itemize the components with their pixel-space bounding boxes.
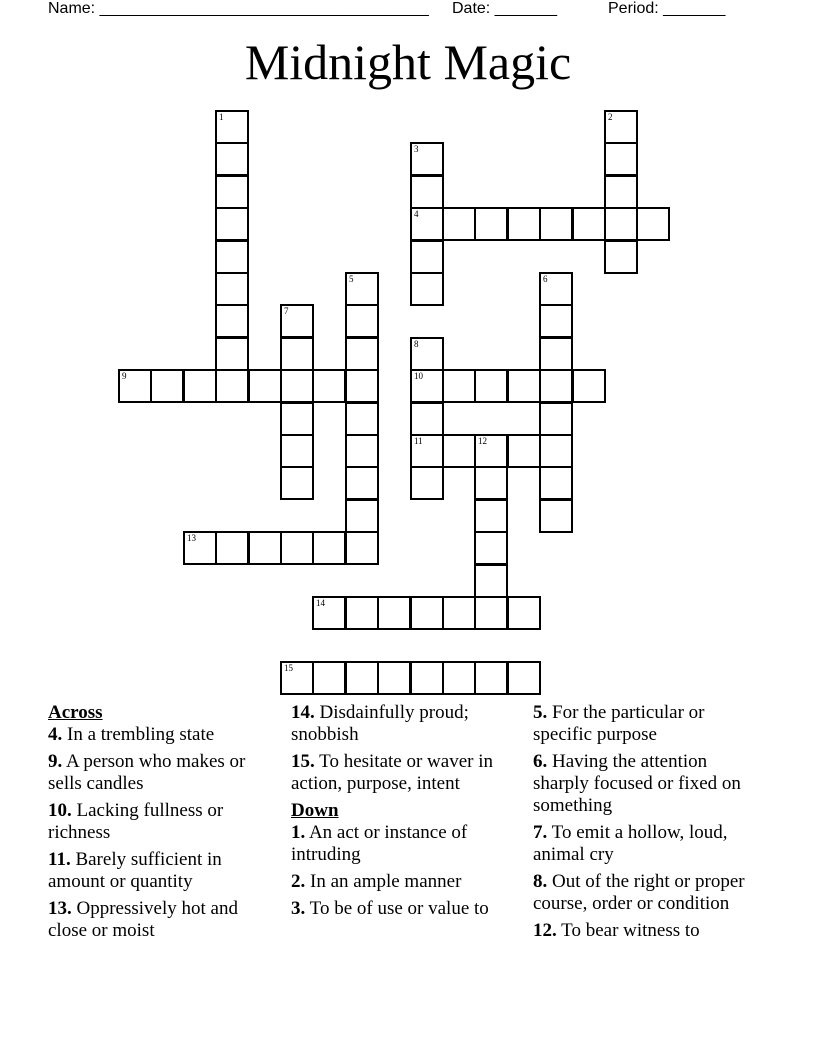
grid-cell[interactable] — [150, 369, 184, 403]
grid-cell[interactable] — [377, 661, 411, 695]
grid-cell[interactable] — [215, 207, 249, 241]
grid-cell[interactable] — [312, 661, 346, 695]
grid-cell[interactable] — [474, 466, 508, 500]
down-clue-1: 1. An act or instance of intruding — [291, 822, 468, 865]
grid-cell[interactable] — [410, 434, 444, 468]
grid-cell[interactable] — [345, 661, 379, 695]
grid-cell[interactable] — [507, 207, 541, 241]
down-clue-7: 7. To emit a hollow, loud, animal cry — [533, 822, 728, 865]
grid-cell[interactable] — [410, 466, 444, 500]
grid-cell[interactable] — [345, 337, 379, 371]
grid-cell[interactable] — [604, 110, 638, 144]
clue-number: 4 — [414, 209, 419, 219]
grid-cell[interactable] — [280, 337, 314, 371]
clue-column-1 — [48, 702, 273, 947]
grid-cell[interactable] — [377, 596, 411, 630]
grid-cell[interactable] — [539, 434, 573, 468]
grid-cell[interactable] — [248, 531, 282, 565]
grid-cell[interactable] — [312, 531, 346, 565]
grid-cell[interactable] — [474, 661, 508, 695]
clue-number: 12 — [478, 436, 487, 446]
clue-number: 3 — [414, 144, 419, 154]
grid-cell[interactable] — [215, 531, 249, 565]
grid-cell[interactable] — [410, 272, 444, 306]
grid-cell[interactable] — [410, 337, 444, 371]
down-clue-3: 3. To be of use or value to — [291, 898, 489, 919]
grid-cell[interactable] — [539, 499, 573, 533]
down-clue-5: 5. For the particular or specific purpose — [533, 702, 705, 745]
clue-number: 14 — [316, 598, 325, 608]
grid-cell[interactable] — [474, 531, 508, 565]
grid-cell[interactable] — [507, 369, 541, 403]
grid-cell[interactable] — [215, 110, 249, 144]
grid-cell[interactable] — [410, 175, 444, 209]
across-clue-11: 11. Barely sufficient in amount or quantity — [48, 849, 222, 892]
grid-cell[interactable] — [474, 434, 508, 468]
grid-cell[interactable] — [604, 240, 638, 274]
clue-column-2 — [291, 702, 523, 925]
clue-number: 5 — [349, 274, 354, 284]
grid-cell[interactable] — [345, 402, 379, 436]
grid-cell[interactable] — [507, 661, 541, 695]
grid-cell[interactable] — [215, 240, 249, 274]
grid-cell[interactable] — [215, 175, 249, 209]
grid-cell[interactable] — [345, 596, 379, 630]
clue-number: 10 — [414, 371, 423, 381]
grid-cell[interactable] — [442, 207, 476, 241]
across-clue-14: 14. Disdainfully proud; snobbish — [291, 702, 469, 745]
across-clue-9: 9. A person who makes or sells candles — [48, 751, 246, 794]
down-clue-6: 6. Having the attention sharply focused or fixed on something — [533, 751, 741, 816]
grid-cell[interactable] — [539, 466, 573, 500]
grid-cell[interactable] — [410, 142, 444, 176]
grid-cell[interactable] — [604, 207, 638, 241]
grid-cell[interactable] — [215, 272, 249, 306]
grid-cell[interactable] — [215, 369, 249, 403]
across-clue-10: 10. Lacking fullness or richness — [48, 800, 224, 843]
grid-cell[interactable] — [312, 369, 346, 403]
grid-cell[interactable] — [442, 596, 476, 630]
grid-cell[interactable] — [474, 369, 508, 403]
clue-number: 6 — [543, 274, 548, 284]
grid-cell[interactable] — [604, 175, 638, 209]
grid-cell[interactable] — [442, 369, 476, 403]
grid-cell[interactable] — [539, 304, 573, 338]
name-field: Name: _____________________________________ — [48, 0, 429, 17]
grid-cell[interactable] — [410, 596, 444, 630]
grid-cell[interactable] — [539, 369, 573, 403]
down-clue-2: 2. In an ample manner — [291, 871, 462, 892]
down-clue-12: 12. To bear witness to — [533, 920, 700, 941]
across-clue-4: 4. In a trembling state — [48, 724, 215, 745]
clue-number: 15 — [284, 663, 293, 673]
clue-column-3 — [533, 702, 765, 947]
grid-cell[interactable] — [507, 434, 541, 468]
grid-cell[interactable] — [442, 434, 476, 468]
grid-cell[interactable] — [345, 434, 379, 468]
grid-cell[interactable] — [572, 207, 606, 241]
grid-cell[interactable] — [474, 207, 508, 241]
grid-cell[interactable] — [539, 337, 573, 371]
grid-cell[interactable] — [183, 369, 217, 403]
grid-cell[interactable] — [636, 207, 670, 241]
date-field: Date: _______ — [452, 0, 557, 17]
grid-cell[interactable] — [345, 466, 379, 500]
grid-cell[interactable] — [539, 207, 573, 241]
grid-cell[interactable] — [215, 142, 249, 176]
clue-number: 7 — [284, 306, 289, 316]
grid-cell[interactable] — [604, 142, 638, 176]
grid-cell[interactable] — [474, 596, 508, 630]
clue-number: 2 — [608, 112, 613, 122]
grid-cell[interactable] — [215, 337, 249, 371]
grid-cell[interactable] — [345, 531, 379, 565]
grid-cell[interactable] — [410, 240, 444, 274]
grid-cell[interactable] — [410, 369, 444, 403]
clue-number: 9 — [122, 371, 127, 381]
grid-cell[interactable] — [280, 434, 314, 468]
grid-cell[interactable] — [183, 531, 217, 565]
clue-number: 11 — [414, 436, 423, 446]
grid-cell[interactable] — [539, 272, 573, 306]
grid-cell[interactable] — [345, 304, 379, 338]
grid-cell[interactable] — [572, 369, 606, 403]
grid-cell[interactable] — [442, 661, 476, 695]
grid-cell[interactable] — [280, 369, 314, 403]
grid-cell[interactable] — [345, 369, 379, 403]
grid-cell[interactable] — [280, 661, 314, 695]
grid-cell[interactable] — [410, 402, 444, 436]
across-clue-13: 13. Oppressively hot and close or moist — [48, 898, 238, 941]
across-clue-15: 15. To hesitate or waver in action, purpose, intent — [291, 751, 494, 794]
grid-cell[interactable] — [410, 207, 444, 241]
grid-cell[interactable] — [280, 402, 314, 436]
grid-cell[interactable] — [248, 369, 282, 403]
clue-number: 1 — [219, 112, 224, 122]
grid-cell[interactable] — [312, 596, 346, 630]
clue-number: 8 — [414, 339, 419, 349]
down-heading: Down — [291, 800, 339, 821]
across-heading: Across — [48, 702, 103, 723]
grid-cell[interactable] — [280, 304, 314, 338]
grid-cell[interactable] — [345, 272, 379, 306]
clue-number: 13 — [187, 533, 196, 543]
grid-cell[interactable] — [410, 661, 444, 695]
grid-cell[interactable] — [345, 499, 379, 533]
grid-cell[interactable] — [474, 564, 508, 598]
grid-cell[interactable] — [474, 499, 508, 533]
grid-cell[interactable] — [280, 466, 314, 500]
grid-cell[interactable] — [118, 369, 152, 403]
grid-cell[interactable] — [280, 531, 314, 565]
grid-cell[interactable] — [507, 596, 541, 630]
down-clue-8: 8. Out of the right or proper course, order or condition — [533, 871, 745, 914]
period-field: Period: _______ — [608, 0, 726, 17]
grid-cell[interactable] — [539, 402, 573, 436]
puzzle-title: Midnight Magic — [244, 34, 572, 90]
grid-cell[interactable] — [215, 304, 249, 338]
